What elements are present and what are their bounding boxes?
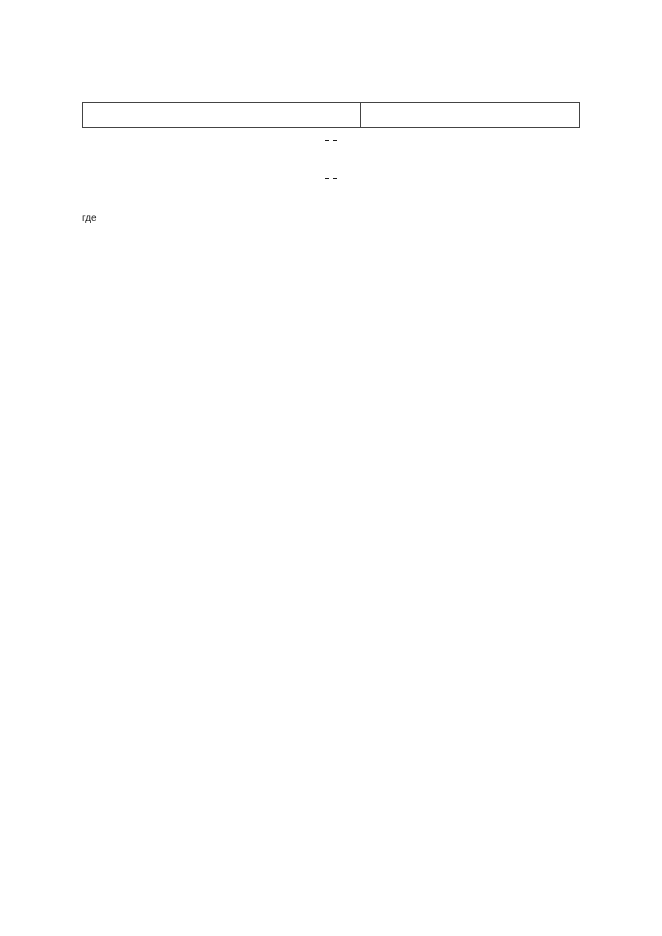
fraction-dp-pr-pm: [325, 178, 329, 179]
where-line: где: [82, 213, 97, 224]
leak-rate-table: [82, 102, 580, 128]
numerator: [325, 178, 329, 179]
table-header-temperature: [83, 103, 361, 128]
fraction-dp-pt: [325, 140, 329, 141]
body-text: [82, 92, 580, 225]
numerator: [333, 140, 337, 141]
table-header-leak-rate: [361, 103, 580, 128]
numerator: [325, 140, 329, 141]
formula-n: [82, 172, 580, 206]
numerator: [333, 178, 337, 179]
formula-frel: [82, 134, 580, 168]
fraction-24-t: [333, 140, 337, 141]
fraction-24-t: [333, 178, 337, 179]
